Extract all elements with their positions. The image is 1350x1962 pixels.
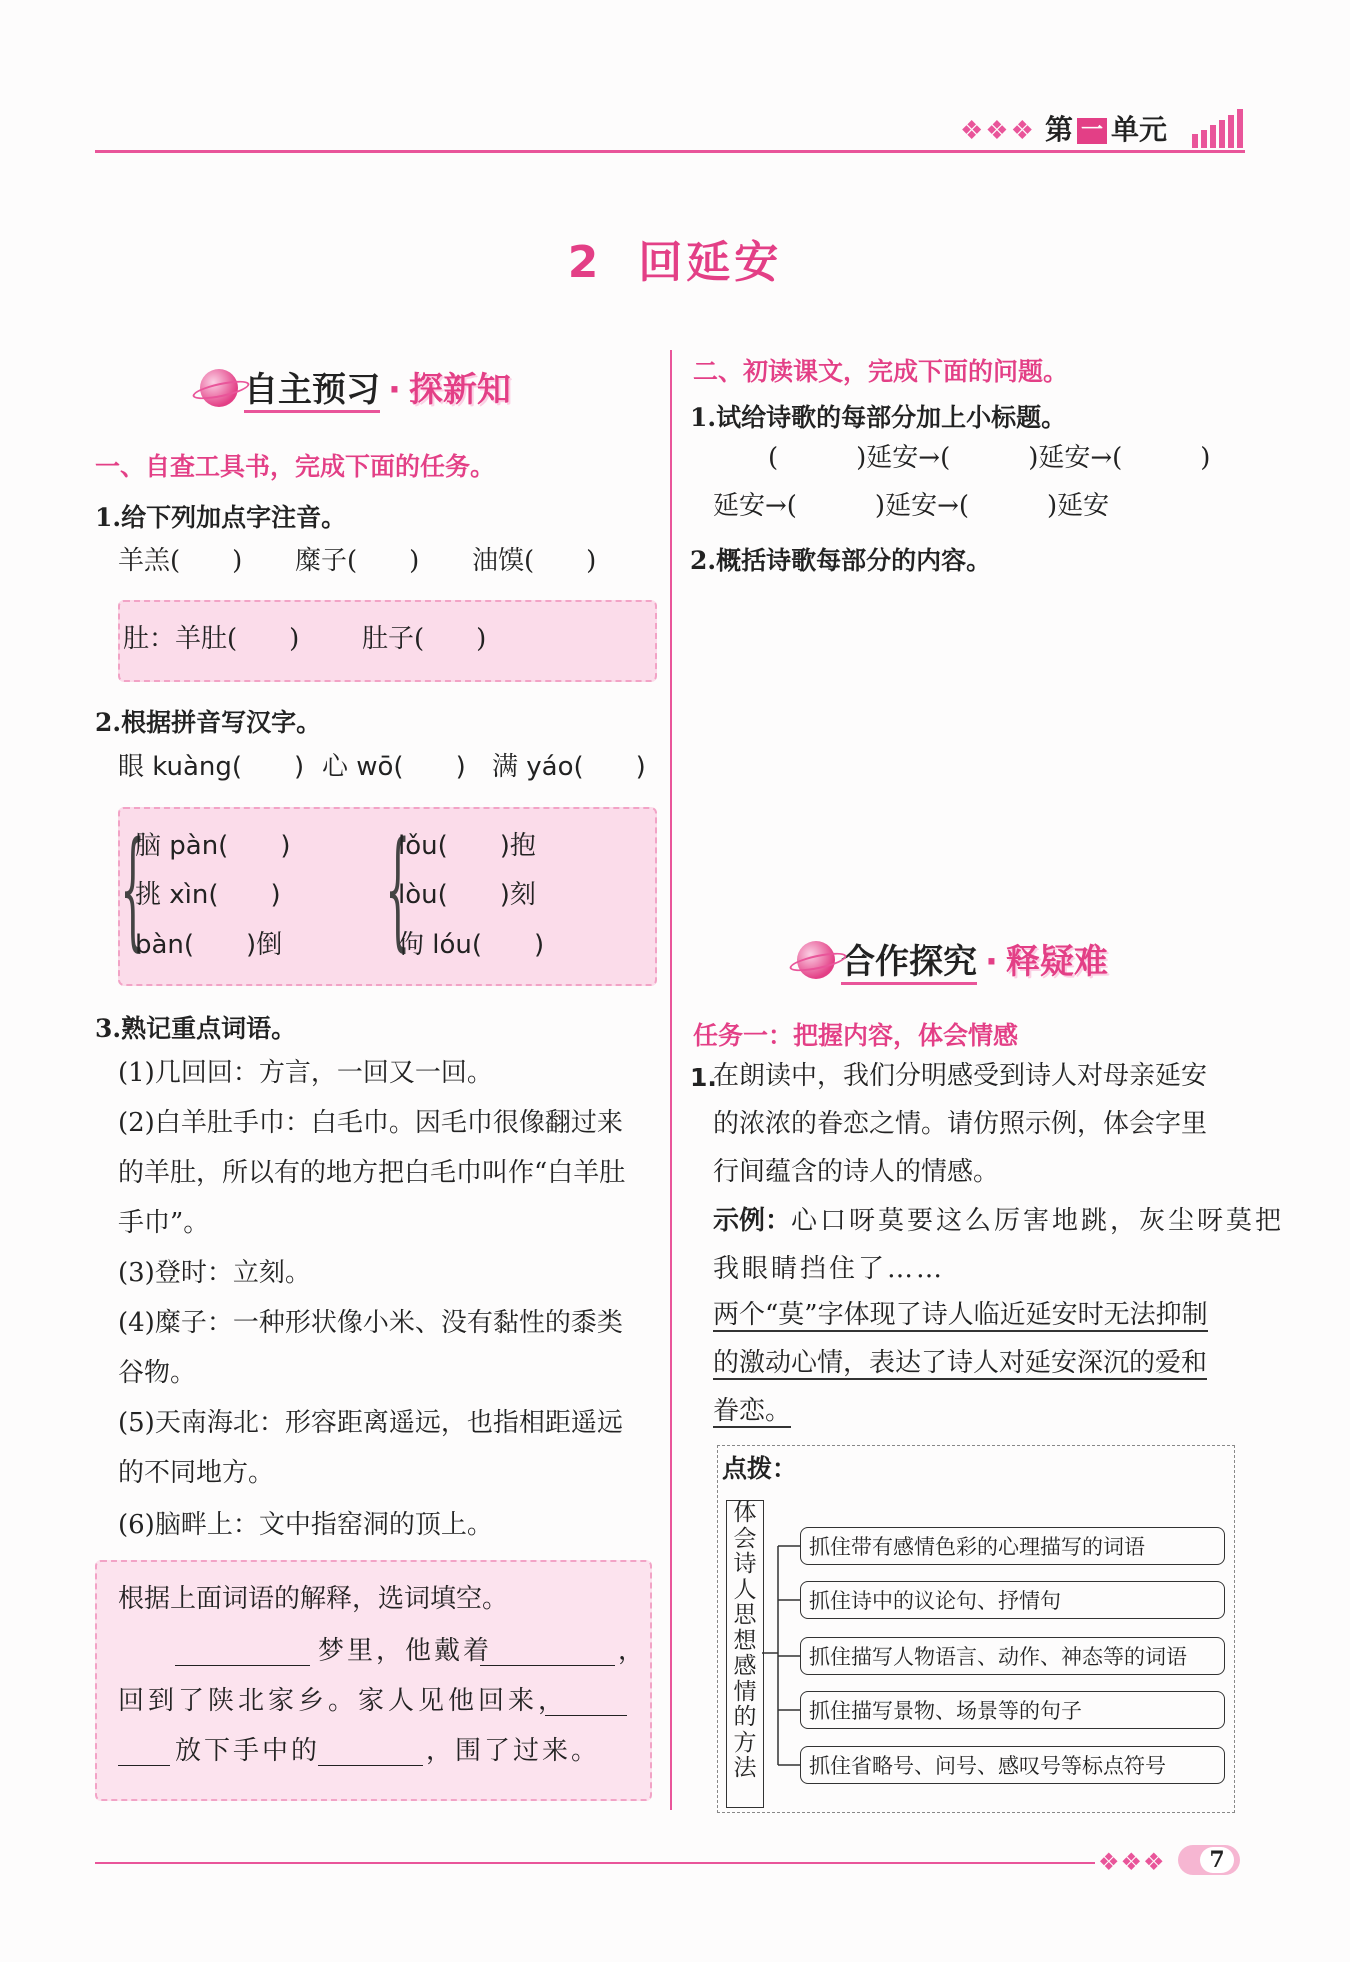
page-number: 7: [1200, 1847, 1234, 1873]
question-1: 1.给下列加点字注音。: [95, 503, 347, 532]
fill-in-text: 回到了陕北家乡。家人见他回来，: [118, 1686, 569, 1716]
unit-label: 第 一 单元: [1045, 113, 1168, 146]
blank-line[interactable]: [118, 1765, 170, 1766]
section-heading-1: 一、自查工具书，完成下面的任务。: [95, 452, 496, 481]
task-question-line: 在朗读中，我们分明感受到诗人对母亲延安: [713, 1061, 1208, 1091]
pinyin-item: 羊羔( ): [118, 546, 243, 576]
fill-in-text: 放下手中的: [175, 1736, 321, 1766]
footer-decoration-icon: ❖❖❖: [1098, 1848, 1166, 1876]
task-heading: 任务一：把握内容，体会情感: [693, 1021, 1019, 1050]
example-line: 我眼睛挡住了……: [713, 1254, 946, 1284]
write-char-item: 眼 kuàng( ): [118, 752, 305, 782]
vocab-line: (6)脑畔上：文中指窑洞的顶上。: [118, 1510, 493, 1540]
pinyin-item: 油馍( ): [472, 546, 597, 576]
vocab-line: (5)天南海北：形容距离遥远，也指相距遥远: [118, 1408, 623, 1438]
task-question-line: 的浓浓的眷恋之情。请仿照示例，体会字里: [713, 1109, 1208, 1139]
brace-right: {: [385, 818, 411, 966]
question-2: 2.根据拼音写汉字。: [95, 708, 322, 737]
subtitle-blanks: 延安→( )延安→( )延安: [713, 491, 1110, 521]
section-badge-preview: 自主预习 · 探新知: [200, 362, 511, 411]
method-vertical-label: 体 会 诗 人 思 想 感 情 的 方 法: [726, 1500, 764, 1808]
header-rule: [95, 150, 1245, 153]
header-decoration-icon: ❖❖❖: [960, 116, 1036, 146]
question-r2: 2.概括诗歌每部分的内容。: [690, 546, 992, 575]
method-item: 抓住诗中的议论句、抒情句: [800, 1581, 1225, 1619]
write-char-item: lòu( )刻: [398, 880, 536, 910]
connector-lines: [762, 1500, 802, 1806]
lesson-number: 2: [567, 237, 603, 288]
lesson-name: 回延安: [638, 237, 783, 288]
column-divider: [670, 350, 672, 1810]
vocab-line: (2)白羊肚手巾：白毛巾。因毛巾很像翻过来: [118, 1108, 623, 1138]
tip-label: 点拨：: [722, 1454, 798, 1483]
method-item: 抓住描写人物语言、动作、神态等的词语: [800, 1637, 1225, 1675]
example-line: 示例：心口呀莫要这么厉害地跳，灰尘呀莫把: [713, 1206, 1285, 1236]
fill-in-text: ，围了过来。: [426, 1736, 601, 1766]
fill-in-comma: ，: [618, 1636, 645, 1666]
vocab-line: (3)登时：立刻。: [118, 1258, 311, 1288]
task-question-line: 行间蕴含的诗人的情感。: [713, 1157, 1000, 1187]
subtitle-blanks: ( )延安→( )延安→( ): [768, 443, 1211, 473]
vocab-line: (4)糜子：一种形状像小米、没有黏性的黍类: [118, 1308, 623, 1338]
blank-line[interactable]: [480, 1665, 615, 1666]
planet-icon: [200, 369, 238, 407]
brace-left: {: [120, 818, 146, 966]
write-char-item: bàn( )倒: [135, 930, 283, 960]
vocab-line: 手巾”。: [118, 1208, 210, 1238]
write-char-item: 心 wō( ): [322, 752, 466, 782]
lesson-title: [0, 226, 1350, 290]
write-char-item: 佝 lóu( ): [398, 930, 545, 960]
pinyin-item: 糜子( ): [295, 546, 420, 576]
vocab-line: 的不同地方。: [118, 1458, 275, 1488]
answer-line: 两个“莫”字体现了诗人临近延安时无法抑制: [713, 1300, 1208, 1330]
vocab-line: (1)几回回：方言，一回又一回。: [118, 1058, 493, 1088]
task-question-number: 1.: [690, 1063, 717, 1092]
method-item: 抓住省略号、问号、感叹号等标点符号: [800, 1746, 1225, 1784]
method-item: 抓住带有感情色彩的心理描写的词语: [800, 1527, 1225, 1565]
answer-line: 眷恋。: [713, 1396, 792, 1426]
question-r1: 1.试给诗歌的每部分加上小标题。: [690, 403, 1067, 432]
signal-bars-icon: [1192, 106, 1248, 148]
vocab-line: 谷物。: [118, 1358, 197, 1388]
section-badge-explore: 合作探究 · 释疑难: [797, 934, 1108, 983]
write-char-item: lǒu( )抱: [398, 831, 536, 861]
fill-in-heading: 根据上面词语的解释，选词填空。: [118, 1584, 509, 1614]
blank-line[interactable]: [175, 1665, 310, 1666]
method-item: 抓住描写景物、场景等的句子: [800, 1691, 1225, 1729]
blank-line[interactable]: [318, 1765, 423, 1766]
question-3: 3.熟记重点词语。: [95, 1014, 297, 1043]
vocab-line: 的羊肚，所以有的地方把白毛巾叫作“白羊肚: [118, 1158, 626, 1188]
fill-in-text: 梦里，他戴着: [318, 1636, 493, 1666]
write-char-item: 挑 xìn( ): [135, 880, 281, 910]
pinyin-item: 肚：羊肚( ): [123, 624, 300, 654]
footer-rule: [95, 1862, 1095, 1864]
section-heading-2: 二、初读课文，完成下面的问题。: [693, 357, 1069, 386]
blank-line[interactable]: [545, 1715, 627, 1716]
planet-icon: [797, 941, 835, 979]
unit-number: 一: [1077, 118, 1107, 144]
write-char-item: 脑 pàn( ): [135, 831, 291, 861]
pinyin-item: 肚子( ): [362, 624, 487, 654]
write-char-item: 满 yáo( ): [492, 752, 646, 782]
answer-line: 的激动心情，表达了诗人对延安深沉的爱和: [713, 1348, 1208, 1378]
example-label: 示例：: [713, 1206, 792, 1236]
